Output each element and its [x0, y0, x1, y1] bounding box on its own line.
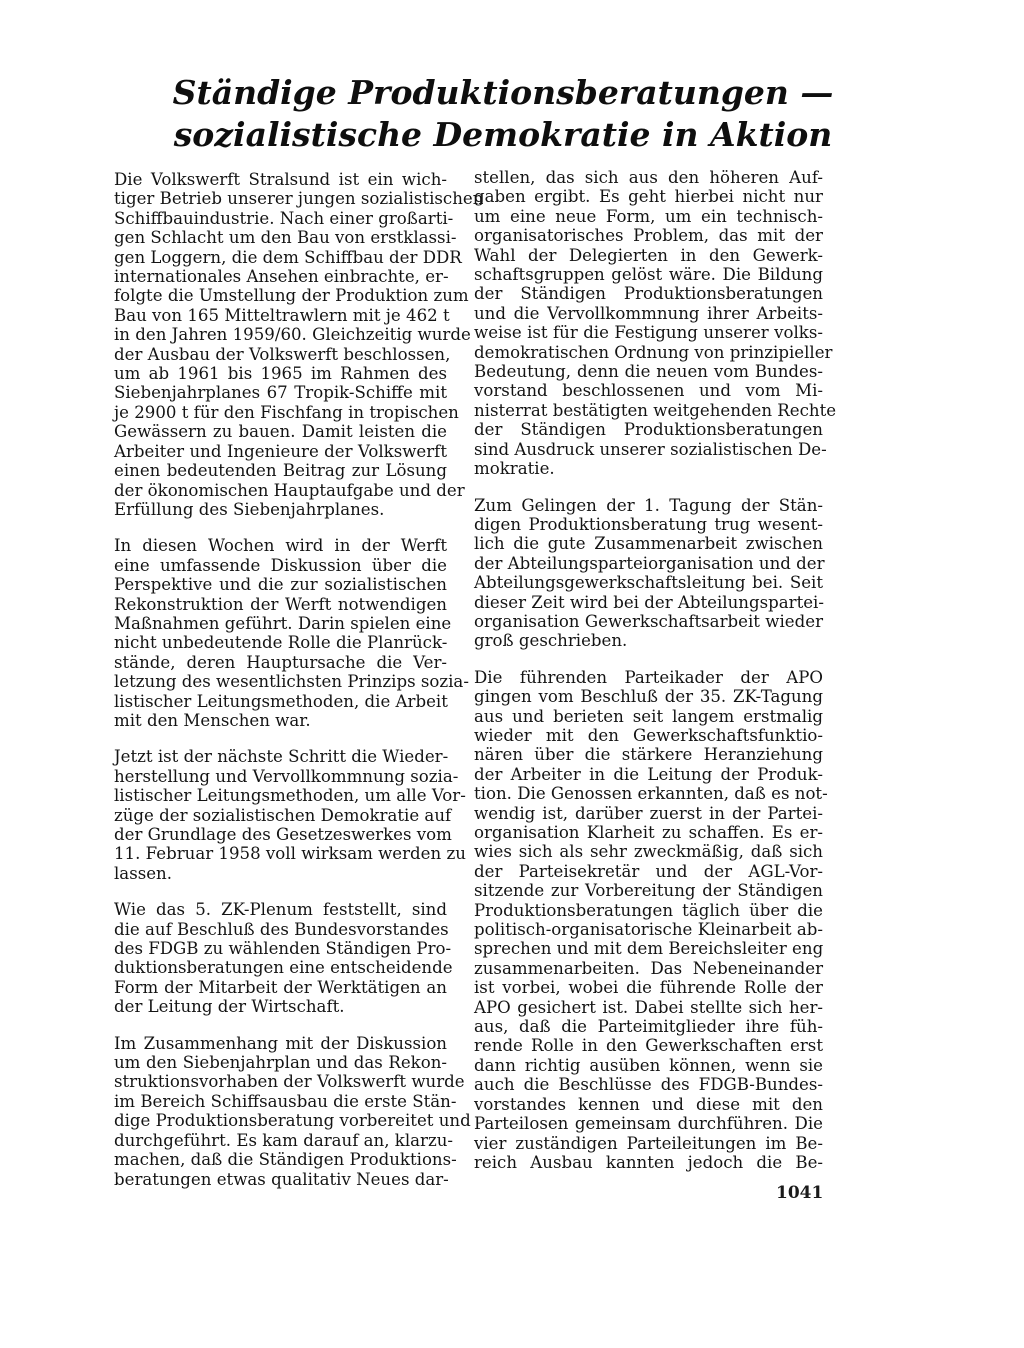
- text-line: gingen vom Beschluß der 35. ZK-Tagung: [474, 687, 823, 707]
- text-line: gen Loggern, die dem Schiffbau der DDR: [114, 247, 462, 267]
- text-line: listischer Leitungsmethoden, um alle Vor-: [114, 786, 466, 806]
- text-line: um eine neue Form, um ein technisch-: [474, 206, 823, 226]
- text-line: der Arbeiter in die Leitung der Produk-: [474, 764, 823, 784]
- text-line: Im Zusammenhang mit der Diskussion: [114, 1033, 447, 1053]
- text-line: sitzende zur Vorbereitung der Ständigen: [474, 881, 823, 901]
- text-line: 11. Februar 1958 voll wirksam werden zu: [114, 844, 466, 864]
- text-line: Wie das 5. ZK-Plenum feststellt, sind: [114, 900, 447, 920]
- text-line: der Ständigen Produktionsberatungen: [474, 284, 823, 304]
- text-line: letzung des wesentlichsten Prinzips sozia-: [114, 672, 469, 692]
- text-line: auch die Beschlüsse des FDGB-Bundes-: [474, 1075, 823, 1095]
- text-line: organisation Gewerkschaftsarbeit wieder: [474, 611, 823, 631]
- text-line: weise ist für die Festigung unserer volks-: [474, 323, 823, 343]
- article-title-line-2: sozialistische Demokratie in Aktion: [173, 115, 833, 154]
- text-line: demokratischen Ordnung von prinzipieller: [474, 342, 833, 362]
- paragraph: [114, 747, 466, 883]
- right-text-column: [474, 168, 837, 1189]
- text-line: dige Produktionsberatung vorbereitet und: [114, 1111, 471, 1131]
- article-title: [118, 72, 888, 156]
- paragraph: [114, 1033, 471, 1189]
- text-line: dann richtig ausüben können, wenn sie: [474, 1055, 823, 1075]
- text-line: organisatorisches Problem, das mit der: [474, 226, 823, 246]
- text-line: Abteilungsgewerkschaftsleitung bei. Seit: [474, 573, 823, 593]
- text-line: tion. Die Genossen erkannten, daß es not-: [474, 784, 828, 804]
- text-line: sind Ausdruck unserer sozialistischen De-: [474, 439, 827, 459]
- text-line: eine umfassende Diskussion über die: [114, 555, 447, 575]
- paragraph: [474, 667, 828, 1173]
- text-line: ist vorbei, wobei die führende Rolle der: [474, 978, 823, 998]
- page-number: 1041: [776, 1183, 824, 1203]
- text-line: Form der Mitarbeit der Werktätigen an: [114, 977, 447, 997]
- paragraph: [474, 168, 837, 479]
- paragraph: [114, 536, 469, 730]
- text-line: gaben ergibt. Es geht hierbei nicht nur: [474, 187, 823, 207]
- text-line: Maßnahmen geführt. Darin spielen eine: [114, 613, 452, 633]
- text-line: Arbeiter und Ingenieure der Volkswerft: [114, 441, 447, 461]
- text-line: Zum Gelingen der 1. Tagung der Stän-: [474, 495, 823, 515]
- text-line: In diesen Wochen wird in der Werft: [114, 536, 447, 556]
- text-line: folgte die Umstellung der Produktion zum: [114, 286, 469, 306]
- text-line: wendig ist, darüber zuerst in der Partei-: [474, 803, 823, 823]
- text-line: Schiffbauindustrie. Nach einer großarti-: [114, 208, 454, 228]
- text-line: um ab 1961 bis 1965 im Rahmen des: [114, 364, 447, 384]
- text-line: struktionsvorhaben der Volkswerft wurde: [114, 1072, 465, 1092]
- text-line: züge der sozialistischen Demokratie auf: [114, 805, 452, 825]
- text-line: der Parteisekretär und der AGL-Vor-: [474, 861, 823, 881]
- text-line: tiger Betrieb unserer jungen sozialistischen: [114, 189, 484, 209]
- text-line: der Abteilungsparteiorganisation und der: [474, 553, 825, 573]
- paragraph: [474, 496, 823, 651]
- text-line: internationales Ansehen einbrachte, er-: [114, 267, 449, 287]
- text-line: um den Siebenjahrplan und das Rekon-: [114, 1053, 447, 1073]
- paragraph: [114, 900, 453, 1017]
- text-line: Die Volkswerft Stralsund ist ein wich-: [114, 170, 447, 189]
- text-line: lich die gute Zusammenarbeit zwischen: [474, 534, 823, 554]
- text-line: Wahl der Delegierten in den Gewerk-: [474, 245, 823, 265]
- text-line: der Grundlage des Gesetzeswerkes vom: [114, 825, 452, 844]
- text-line: der Ständigen Produktionsberatungen: [474, 420, 823, 440]
- text-line: Bedeutung, denn die neuen vom Bundes-: [474, 362, 823, 382]
- text-line: rende Rolle in den Gewerkschaften erst: [474, 1036, 823, 1056]
- text-line: nären über die stärkere Heranziehung: [474, 745, 823, 765]
- text-line: der ökonomischen Hauptaufgabe und der: [114, 480, 465, 500]
- text-line: Parteilosen gemeinsam durchführen. Die: [474, 1114, 823, 1134]
- text-line: mit den Menschen war.: [114, 710, 311, 730]
- text-line: politisch-organisatorische Kleinarbeit ab-: [474, 920, 823, 940]
- text-line: Die führenden Parteikader der APO: [474, 667, 823, 687]
- text-line: groß geschrieben.: [474, 631, 628, 651]
- text-line: stände, deren Hauptursache die Ver-: [114, 652, 447, 672]
- text-line: gen Schlacht um den Bau von erstklassi-: [114, 228, 457, 248]
- text-line: im Bereich Schiffsausbau die erste Stän-: [114, 1091, 457, 1111]
- text-line: der Leitung der Wirtschaft.: [114, 997, 345, 1017]
- text-line: aus, daß die Parteimitglieder ihre füh-: [474, 1017, 823, 1037]
- text-line: sprechen und mit dem Bereichsleiter eng: [474, 939, 824, 959]
- text-line: des FDGB zu wählenden Ständigen Pro-: [114, 939, 452, 959]
- left-text-column: [114, 170, 484, 1206]
- text-line: lassen.: [114, 863, 173, 883]
- text-line: wieder mit den Gewerkschaftsfunktio-: [474, 725, 823, 745]
- text-line: vier zuständigen Parteileitungen im Be-: [474, 1133, 823, 1153]
- text-line: je 2900 t für den Fischfang in tropischen: [114, 402, 459, 422]
- text-line: aus und berieten seit langem erstmalig: [474, 706, 823, 726]
- article-title-line-1: Ständige Produktionsberatungen —: [172, 73, 834, 112]
- text-line: die auf Beschluß des Bundesvorstandes: [114, 919, 449, 939]
- text-line: nisterrat bestätigten weitgehenden Rechte: [474, 400, 837, 420]
- text-line: reich Ausbau kannten jedoch die Be-: [474, 1152, 823, 1172]
- text-line: Bau von 165 Mitteltrawlern mit je 462 t: [114, 305, 450, 325]
- text-line: APO gesichert ist. Dabei stellte sich her-: [474, 997, 823, 1017]
- text-line: stellen, das sich aus den höheren Auf-: [474, 168, 823, 187]
- text-line: vorstandes kennen und diese mit den: [474, 1094, 823, 1114]
- text-line: dieser Zeit wird bei der Abteilungspartei-: [474, 592, 824, 612]
- text-line: durchgeführt. Es kam darauf an, klarzu-: [114, 1130, 453, 1150]
- text-line: wies sich als sehr zweckmäßig, daß sich: [474, 842, 823, 862]
- text-line: Produktionsberatungen täglich über die: [474, 900, 823, 920]
- text-line: organisation Klarheit zu schaffen. Es er-: [474, 823, 823, 842]
- text-line: Perspektive und die zur sozialistischen: [114, 575, 447, 595]
- text-line: herstellung und Vervollkommnung sozia-: [114, 766, 459, 786]
- text-line: vorstand beschlossenen und vom Mi-: [474, 381, 823, 401]
- text-line: Siebenjahrplanes 67 Tropik-Schiffe mit: [114, 383, 447, 403]
- text-line: mokratie.: [474, 459, 555, 479]
- text-line: zusammenarbeiten. Das Nebeneinander: [474, 958, 823, 978]
- text-line: Gewässern zu bauen. Damit leisten die: [114, 422, 447, 442]
- text-line: in den Jahren 1959/60. Gleichzeitig wurde: [114, 325, 471, 345]
- text-line: Erfüllung des Siebenjahrplanes.: [114, 499, 385, 519]
- text-line: digen Produktionsberatung trug wesent-: [474, 514, 823, 534]
- text-line: Rekonstruktion der Werft notwendigen: [114, 594, 447, 614]
- text-line: machen, daß die Ständigen Produktions-: [114, 1150, 457, 1170]
- paragraph: [114, 170, 484, 519]
- text-line: der Ausbau der Volkswerft beschlossen,: [114, 344, 451, 364]
- text-line: beratungen etwas qualitativ Neues dar-: [114, 1169, 449, 1189]
- text-line: duktionsberatungen eine entscheidende: [114, 958, 453, 978]
- text-line: und die Vervollkommnung ihrer Arbeits-: [474, 303, 823, 323]
- text-line: listischer Leitungsmethoden, die Arbeit: [114, 691, 448, 711]
- text-line: schaftsgruppen gelöst wäre. Die Bildung: [474, 265, 823, 285]
- text-line: Jetzt ist der nächste Schritt die Wieder-: [114, 747, 449, 767]
- text-line: einen bedeutenden Beitrag zur Lösung: [114, 461, 447, 481]
- text-line: nicht unbedeutende Rolle die Planrück-: [114, 633, 448, 653]
